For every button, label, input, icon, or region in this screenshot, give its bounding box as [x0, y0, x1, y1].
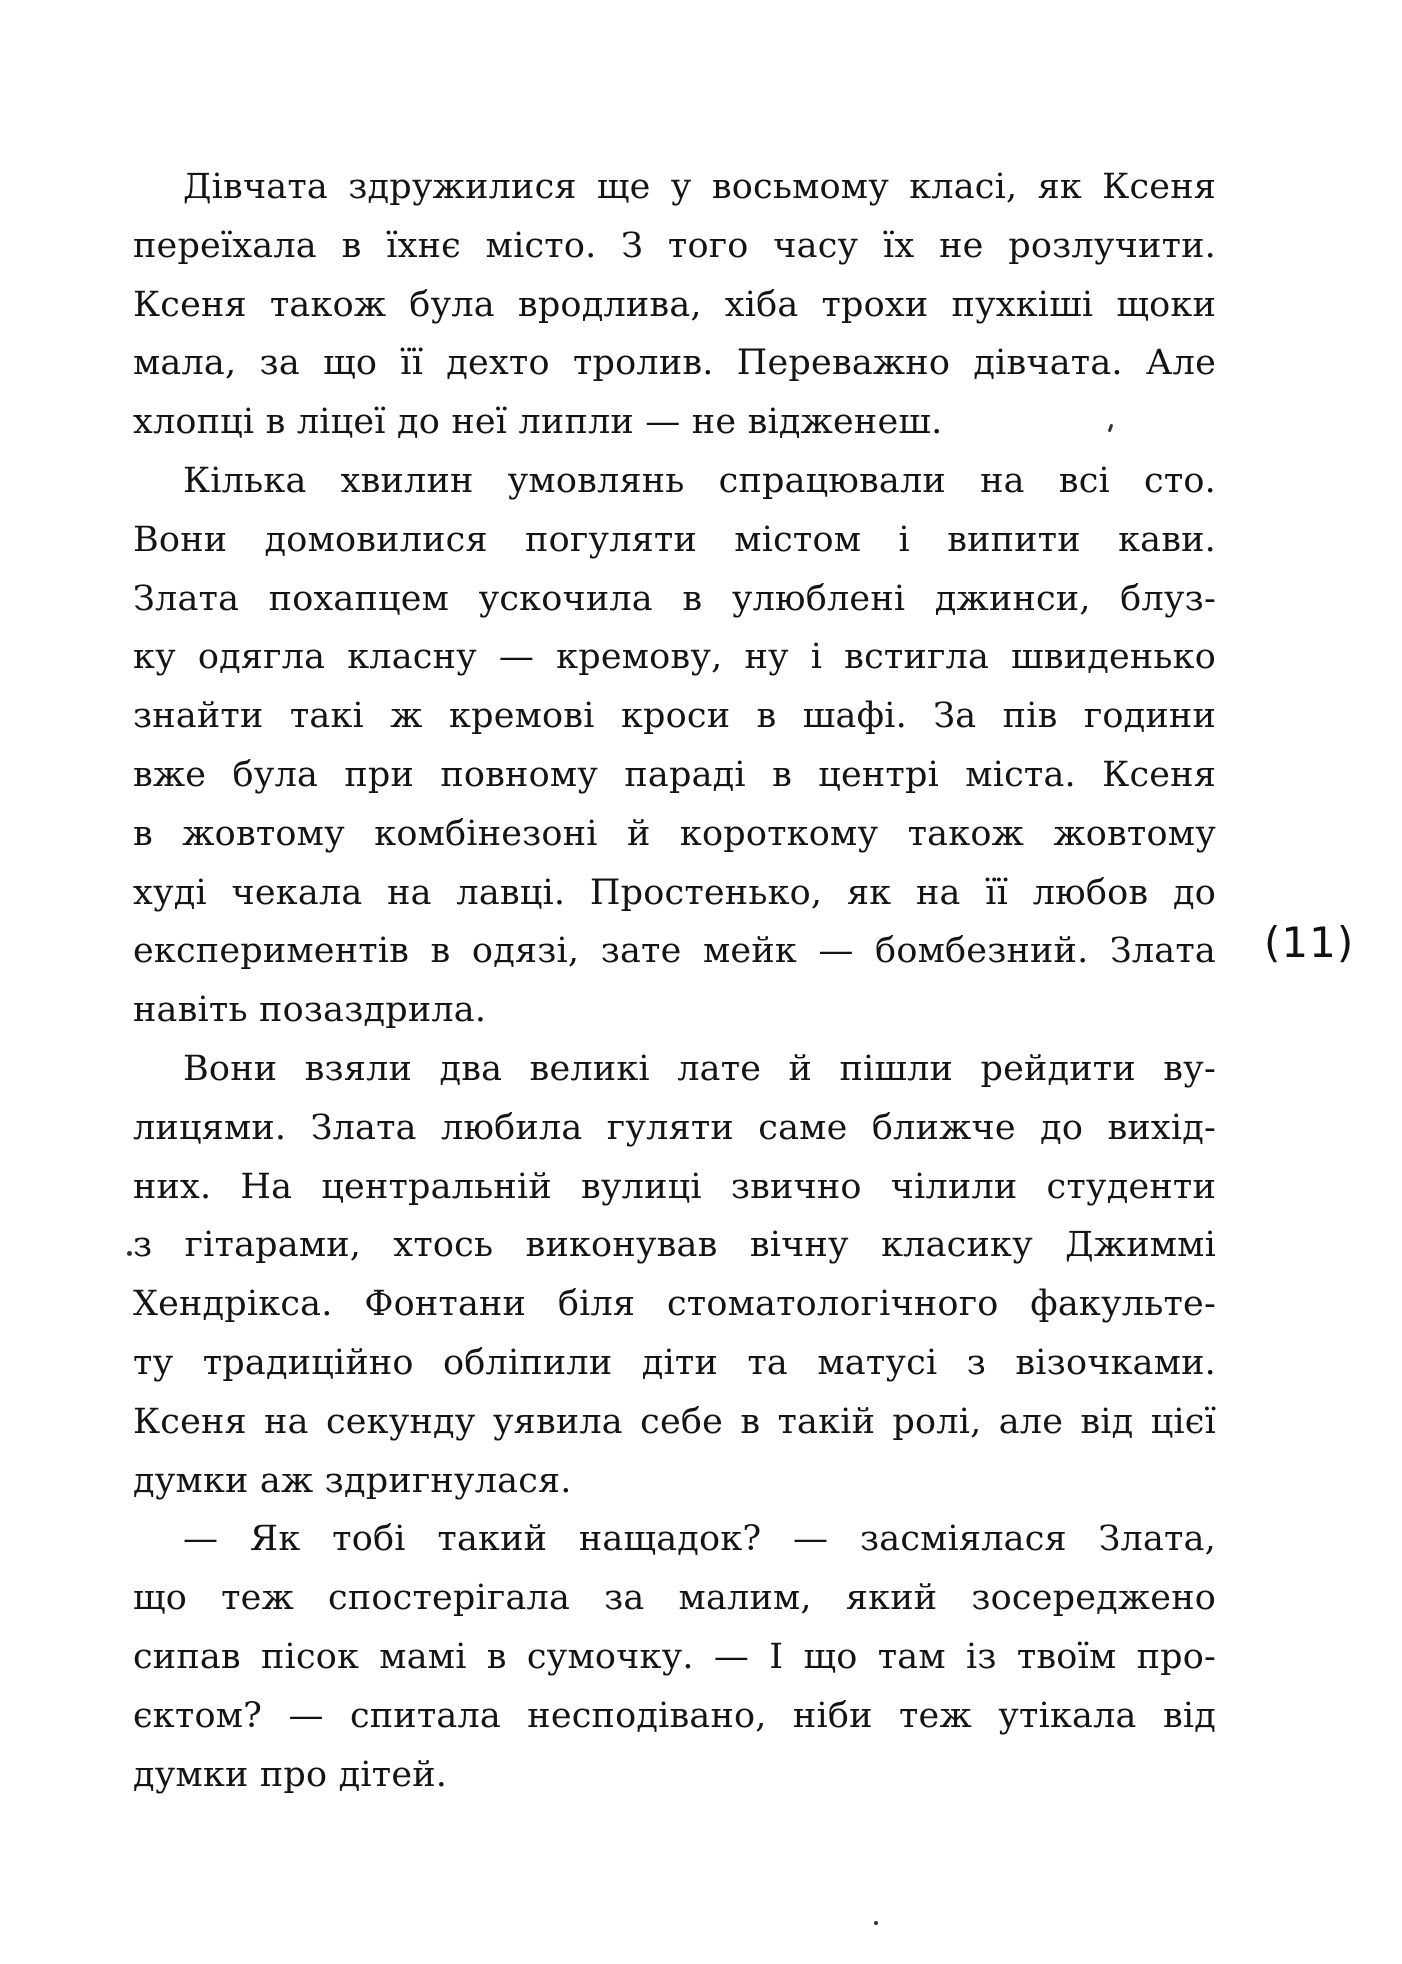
- text-line: Ксеня також була вродлива, хіба трохи пухкіші щоки: [133, 284, 1216, 325]
- text-line: вже була при повному параді в центрі міста. Ксеня: [133, 754, 1216, 795]
- text-line: думки аж здригнулася.: [133, 1460, 572, 1501]
- text-line: Кілька хвилин умовлянь спрацювали на всі сто.: [183, 460, 1216, 501]
- text-line: думки про дітей.: [133, 1754, 448, 1795]
- text-line: в жовтому комбінезоні й короткому також жовтому: [133, 813, 1216, 854]
- text-line: з гітарами, хтось виконував вічну класику Джиммі: [133, 1225, 1216, 1266]
- text-line: експериментів в одязі, зате мейк — бомбезний. Злата: [133, 931, 1216, 972]
- text-line: сипав пісок мамі в сумочку. — І що там із твоїм про-: [133, 1636, 1216, 1677]
- page-number: (11): [1264, 918, 1355, 967]
- paragraph-4: [133, 1510, 1216, 1804]
- text-line: Дівчата здружилися ще у восьмому класі, як Ксеня: [183, 167, 1216, 207]
- paragraph-2: [133, 452, 1216, 1040]
- text-line: Злата похапцем ускочила в улюблені джинси, блуз-: [133, 578, 1216, 619]
- scan-speck: [874, 1921, 878, 1925]
- text-line: лицями. Злата любила гуляти саме ближче до вихід-: [133, 1107, 1216, 1148]
- text-line: ку одягла класну — кремову, ну і встигла швиденько: [133, 637, 1216, 678]
- text-line: мала, за що її дехто тролив. Переважно дівчата. Але: [133, 343, 1216, 384]
- text-line: Хендрікса. Фонтани біля стоматологічного факульте-: [133, 1284, 1216, 1325]
- text-line: худі чекала на лавці. Простенько, як на її любов до: [133, 872, 1216, 913]
- paragraph-3: [133, 1040, 1216, 1510]
- text-line: знайти такі ж кремові кроси в шафі. За пів години: [133, 696, 1216, 737]
- paragraph-1: [133, 158, 1216, 452]
- text-line: навіть позаздрила.: [133, 990, 487, 1031]
- text-line: Ксеня на секунду уявила себе в такій ролі, але від цієї: [133, 1401, 1216, 1442]
- text-line: Вони домовилися погуляти містом і випити кави.: [133, 519, 1216, 560]
- text-line: ту традиційно обліпили діти та матусі з візочками.: [133, 1342, 1216, 1383]
- body-text: [133, 158, 1216, 1804]
- text-line: єктом? — спитала несподівано, ніби теж утікала від: [133, 1695, 1216, 1736]
- text-line: хлопці в ліцеї до неї липли — не відженеш.: [133, 402, 943, 443]
- scan-speck: [127, 1251, 132, 1256]
- text-line: переїхала в їхнє місто. З того часу їх не розлучити.: [133, 225, 1216, 266]
- text-line: Вони взяли два великі лате й пішли рейдити ву-: [183, 1048, 1216, 1089]
- text-line: — Як тобі такий нащадок? — засміялася Злата,: [183, 1519, 1216, 1560]
- text-line: них. На центральній вулиці звично чілили студенти: [133, 1166, 1216, 1207]
- text-line: що теж спостерігала за малим, який зосереджено: [133, 1578, 1216, 1619]
